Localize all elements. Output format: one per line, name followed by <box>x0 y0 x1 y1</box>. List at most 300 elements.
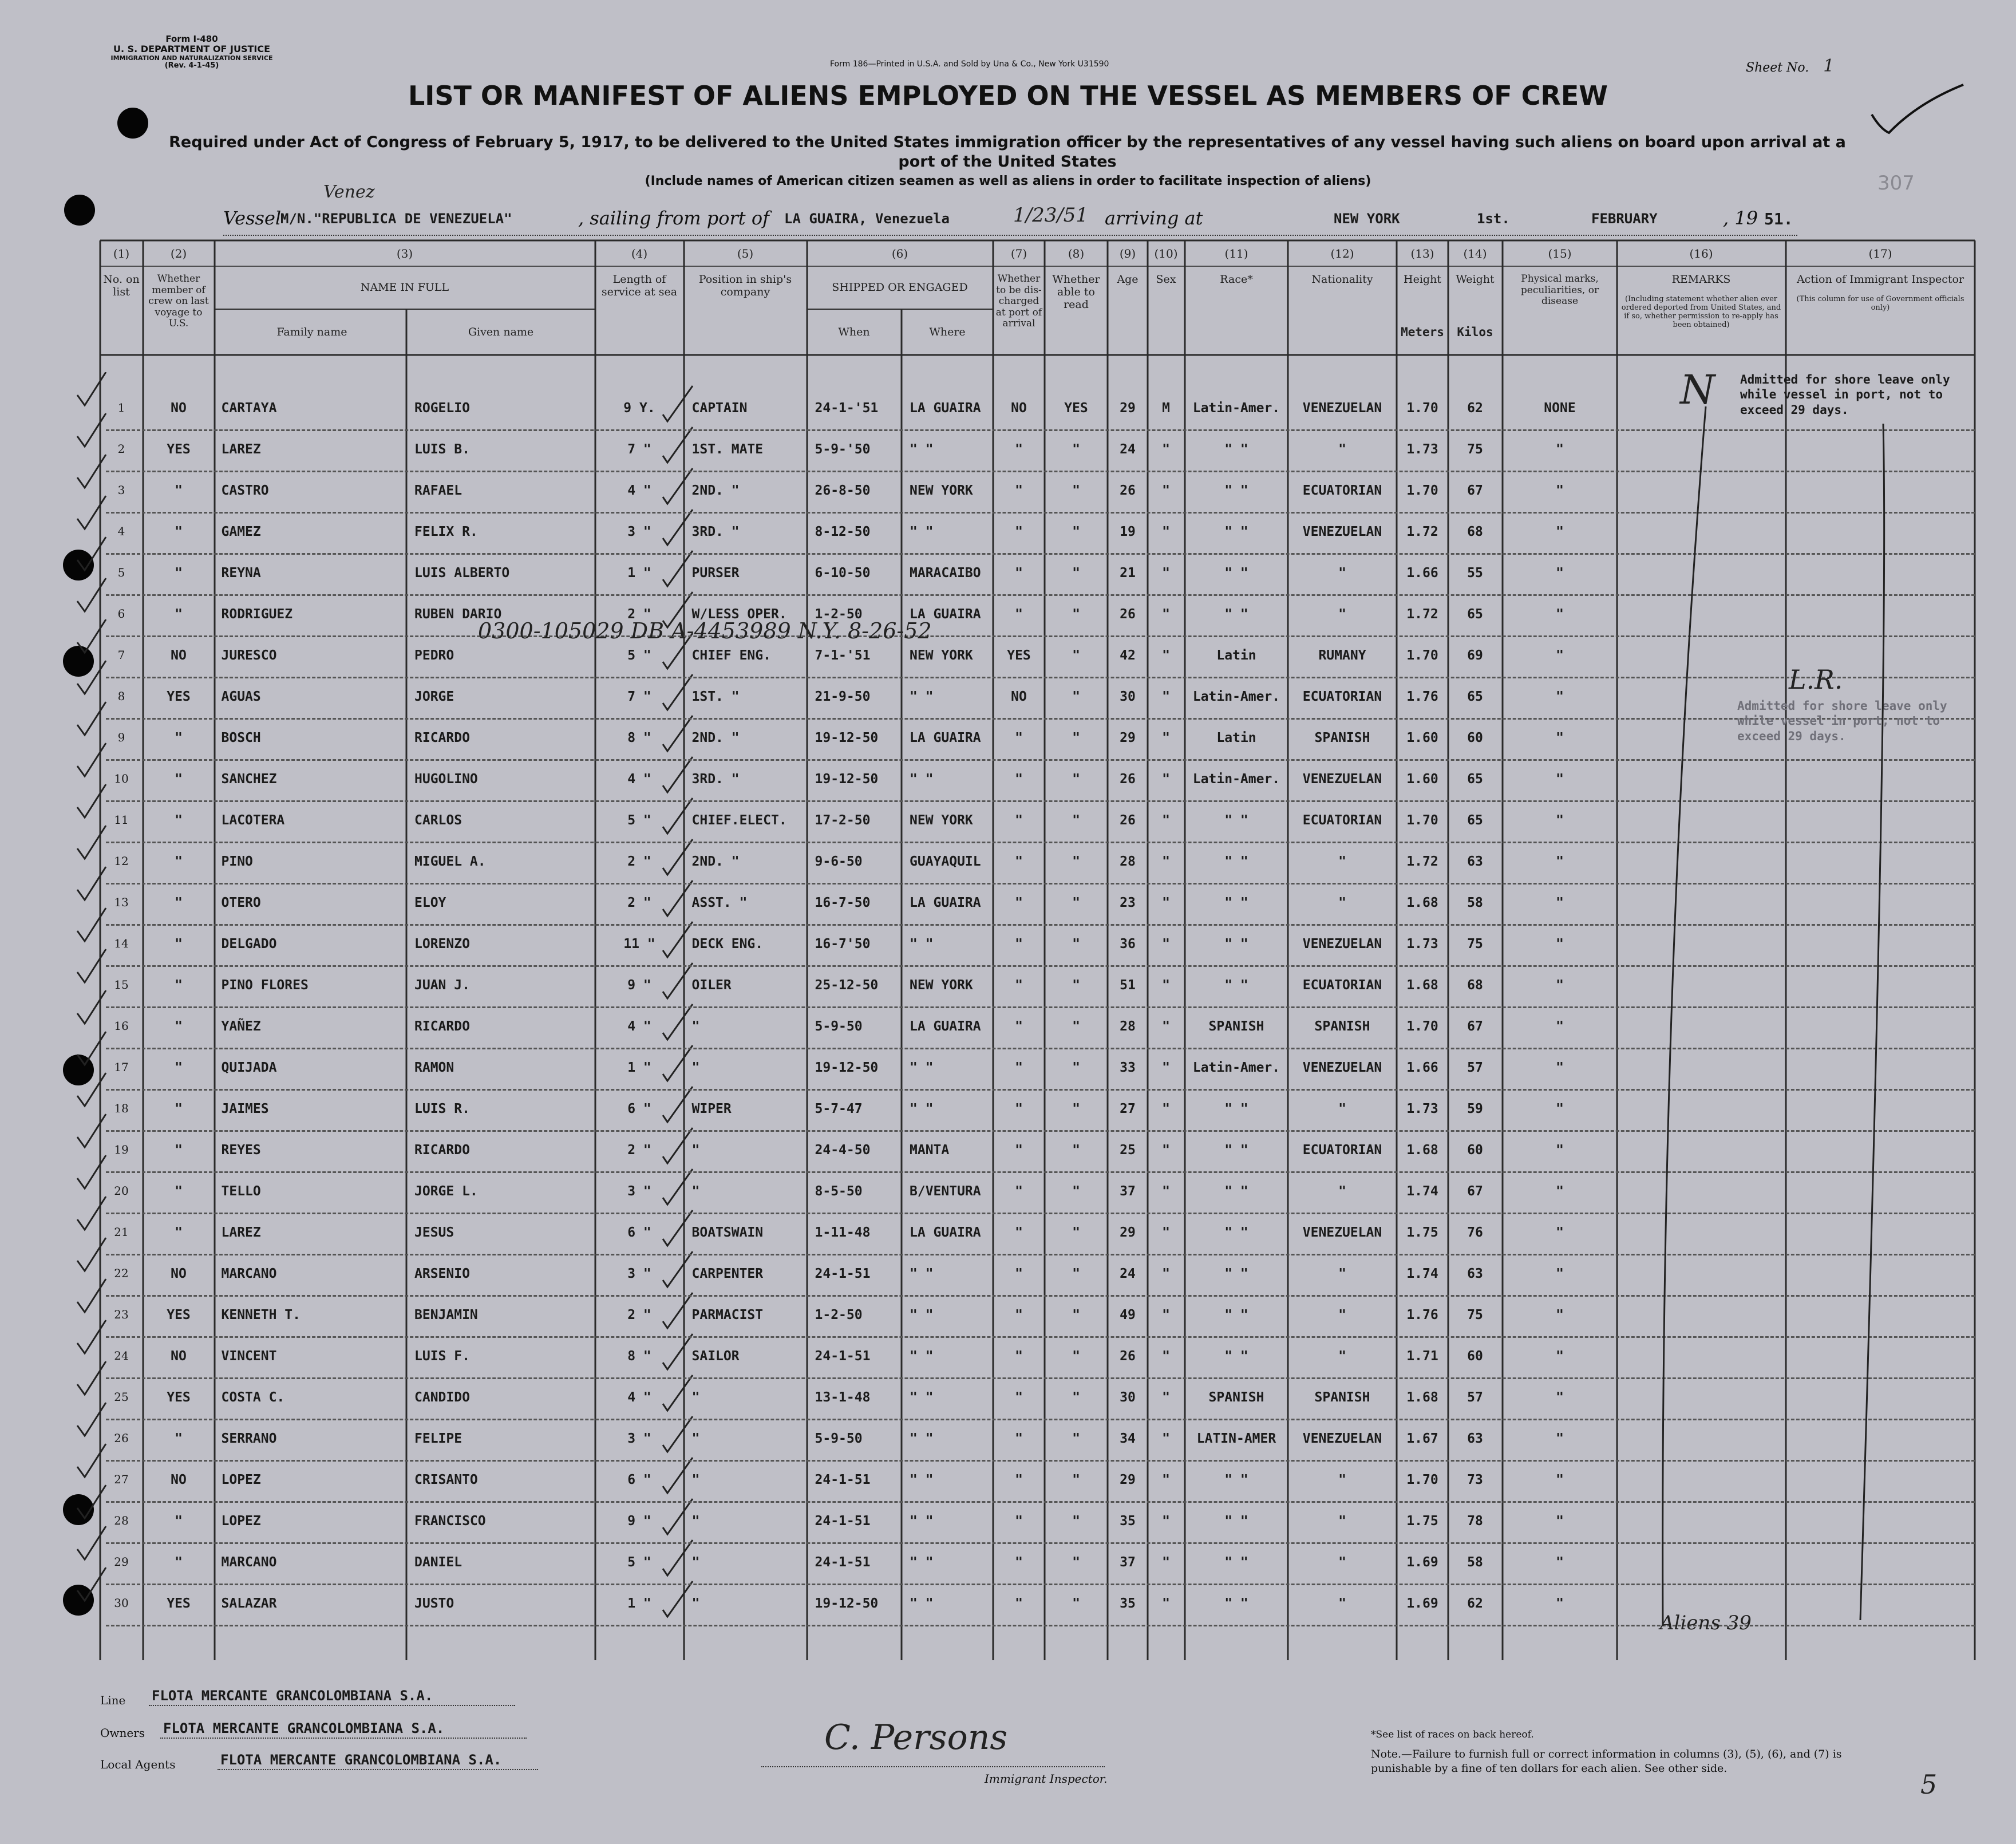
table-cell: " <box>1162 1184 1170 1199</box>
vessel-note: Venez <box>323 182 375 202</box>
column-header: REMARKS <box>1671 273 1731 286</box>
table-cell: BOSCH <box>221 731 261 745</box>
table-cell: " " <box>1224 813 1248 828</box>
table-cell: BENJAMIN <box>414 1308 478 1322</box>
remarks-initials-top: N <box>1680 366 1715 413</box>
table-cell: " <box>1162 731 1170 745</box>
table-cell: " <box>1015 566 1023 581</box>
table-cell: NO <box>171 1266 187 1281</box>
table-cell: 29 <box>1120 731 1136 745</box>
table-cell: 30 <box>1120 1390 1136 1405</box>
table-cell: " <box>1556 1431 1564 1446</box>
table-cell: " <box>1072 648 1080 663</box>
table-cell: 5-7-47 <box>815 1101 863 1116</box>
table-cell: 7 " <box>627 442 651 457</box>
table-cell: 14 <box>114 937 129 950</box>
table-cell: " <box>691 1184 700 1199</box>
to-port: NEW YORK <box>1334 211 1400 227</box>
table-cell: CASTRO <box>221 483 269 498</box>
table-cell: " <box>175 731 183 745</box>
remarks-bracket-lines <box>1649 401 1912 1649</box>
table-cell: " " <box>1224 1349 1248 1364</box>
table-cell: 21-9-50 <box>815 689 871 704</box>
table-cell: " <box>175 607 183 622</box>
table-cell: " <box>1162 1143 1170 1158</box>
table-cell: 51 <box>1120 978 1136 993</box>
check-mark-icon <box>77 1567 106 1601</box>
table-cell: " <box>1162 1431 1170 1446</box>
table-cell: 1.60 <box>1406 731 1438 745</box>
table-cell: SALAZAR <box>221 1596 277 1611</box>
table-cell: CHIEF.ELECT. <box>691 813 787 828</box>
table-cell: PURSER <box>691 566 740 581</box>
table-cell: " <box>1556 1349 1564 1364</box>
check-mark-icon <box>77 661 106 694</box>
table-cell: " <box>175 772 183 787</box>
table-cell: ARSENIO <box>414 1266 470 1281</box>
table-cell: 2ND. " <box>691 483 740 498</box>
table-cell: 1.68 <box>1406 895 1438 910</box>
table-cell: " <box>1162 607 1170 622</box>
row7-annotation: 0300-105029 DB A-4453989 N.Y. 8-26-52 <box>478 618 932 643</box>
table-cell: " <box>1556 978 1564 993</box>
table-cell: LA GUAIRA <box>910 607 981 622</box>
table-cell: " <box>1338 566 1346 581</box>
table-cell: GUAYAQUIL <box>910 854 981 869</box>
table-cell: " <box>175 813 183 828</box>
table-cell: 1.66 <box>1406 1060 1438 1075</box>
table-cell: 1-2-50 <box>815 607 863 622</box>
table-cell: VENEZUELAN <box>1302 937 1382 951</box>
table-cell: " " <box>1224 895 1248 910</box>
table-cell: CAPTAIN <box>691 401 748 416</box>
column-header: Whether to be dis-charged at port of arrival <box>995 273 1042 330</box>
table-cell: " <box>1556 483 1564 498</box>
column-number: (5) <box>737 247 754 260</box>
table-cell: " <box>1338 1555 1346 1570</box>
table-cell: 75 <box>1467 1308 1483 1322</box>
column-header: No. on list <box>103 273 140 298</box>
table-cell: " <box>1015 1390 1023 1405</box>
table-cell: " <box>1556 1472 1564 1487</box>
table-cell: NONE <box>1544 401 1576 416</box>
table-cell: " <box>1015 1060 1023 1075</box>
table-cell: 1.67 <box>1406 1431 1438 1446</box>
table-cell: DANIEL <box>414 1555 463 1570</box>
column-header: Position in ship's company <box>698 273 792 298</box>
table-cell: 27 <box>1120 1101 1136 1116</box>
table-cell: " " <box>1224 978 1248 993</box>
table-cell: VENEZUELAN <box>1302 1060 1382 1075</box>
table-cell: " <box>1015 937 1023 951</box>
table-cell: " <box>1015 1225 1023 1240</box>
table-cell: 17-2-50 <box>815 813 871 828</box>
table-cell: ECUATORIAN <box>1302 483 1382 498</box>
table-cell: CANDIDO <box>414 1390 470 1405</box>
table-cell: " <box>1015 772 1023 787</box>
table-cell: " <box>1072 1060 1080 1075</box>
table-cell: PEDRO <box>414 648 454 663</box>
table-cell: " <box>1556 1019 1564 1034</box>
table-cell: 1ST. " <box>691 689 740 704</box>
table-cell: 23 <box>1120 895 1136 910</box>
table-cell: " <box>1162 483 1170 498</box>
table-cell: RUBEN DARIO <box>414 607 502 622</box>
table-cell: " <box>1556 895 1564 910</box>
table-cell: " <box>1015 978 1023 993</box>
table-cell: 17 <box>114 1060 129 1074</box>
table-cell: 28 <box>114 1514 129 1527</box>
table-cell: MARACAIBO <box>910 566 981 581</box>
column-header-note: (Including statement whether alien ever ordered deported from United States, and if so, whether permission to re-apply has been obtained) <box>1621 295 1781 329</box>
arrival-month: FEBRUARY <box>1591 211 1658 227</box>
table-cell: 60 <box>1467 1349 1483 1364</box>
table-cell: 5-9-50 <box>815 1019 863 1034</box>
table-cell: " <box>1556 1101 1564 1116</box>
column-header-note: (This column for use of Government officials only) <box>1796 295 1964 312</box>
table-cell: 63 <box>1467 1266 1483 1281</box>
table-cell: Latin <box>1216 648 1256 663</box>
table-cell: 26 <box>1120 1349 1136 1364</box>
table-cell: " <box>1072 1349 1080 1364</box>
table-cell: " <box>1338 1596 1346 1611</box>
column-header: Height <box>1404 273 1441 286</box>
table-cell: 62 <box>1467 401 1483 416</box>
table-cell: " <box>1162 1019 1170 1034</box>
table-cell: REYES <box>221 1143 261 1158</box>
table-cell: " " <box>910 1266 934 1281</box>
table-cell: 1.74 <box>1406 1184 1438 1199</box>
table-cell: " <box>691 1019 700 1034</box>
table-cell: 26 <box>1120 813 1136 828</box>
table-cell: " <box>1556 1143 1564 1158</box>
table-cell: 67 <box>1467 1019 1483 1034</box>
check-mark-icon <box>77 455 106 488</box>
inspector-label: Immigrant Inspector. <box>985 1772 1108 1786</box>
table-cell: CRISANTO <box>414 1472 478 1487</box>
table-cell: ECUATORIAN <box>1302 978 1382 993</box>
table-cell: JUSTO <box>414 1596 454 1611</box>
footer-line-value: FLOTA MERCANTE GRANCOLOMBIANA S.A. <box>152 1688 433 1704</box>
table-cell: 1.75 <box>1406 1225 1438 1240</box>
table-cell: " <box>1162 1266 1170 1281</box>
table-cell: " " <box>1224 524 1248 539</box>
column-header: Whether member of crew on last voyage to U.S. <box>148 273 209 330</box>
column-header: Nationality <box>1311 273 1373 286</box>
table-cell: 1.71 <box>1406 1349 1438 1364</box>
table-cell: CARTAYA <box>221 401 277 416</box>
table-cell: " " <box>1224 1101 1248 1116</box>
sailing-label: , sailing from port of <box>578 207 769 229</box>
table-cell: 6 <box>117 607 125 621</box>
arrival-day: 1st. <box>1477 211 1510 227</box>
table-cell: " <box>1556 524 1564 539</box>
table-cell: Latin-Amer. <box>1192 401 1280 416</box>
table-cell: 9 <box>117 731 125 744</box>
table-cell: " " <box>1224 937 1248 951</box>
table-cell: " " <box>1224 442 1248 457</box>
column-number: (1) <box>113 247 130 260</box>
table-cell: 65 <box>1467 772 1483 787</box>
table-cell: " " <box>910 1472 934 1487</box>
table-cell: " <box>175 1514 183 1529</box>
table-cell: TELLO <box>221 1184 261 1199</box>
column-number: (14) <box>1463 247 1487 260</box>
manifest-subtitle: Required under Act of Congress of February 5, 1917, to be delivered to the United States immigration officer by the representatives of any vessel having such aliens on board upon arrival at a port of the United States <box>169 133 1846 171</box>
table-cell: " <box>691 1472 700 1487</box>
table-cell: 1.73 <box>1406 442 1438 457</box>
table-cell: " <box>1015 1184 1023 1199</box>
table-cell: " <box>1015 1308 1023 1322</box>
table-cell: 55 <box>1467 566 1483 581</box>
table-cell: " <box>1162 1101 1170 1116</box>
table-cell: " <box>1015 1019 1023 1034</box>
table-cell: " <box>1072 731 1080 745</box>
table-cell: 1.72 <box>1406 854 1438 869</box>
check-mark-icon <box>77 372 106 405</box>
table-cell: 1.69 <box>1406 1596 1438 1611</box>
table-cell: 5 " <box>627 813 651 828</box>
table-cell: ECUATORIAN <box>1302 813 1382 828</box>
table-cell: " <box>175 1555 183 1570</box>
table-cell: 4 " <box>627 1390 651 1405</box>
table-cell: " <box>1338 1349 1346 1364</box>
table-cell: LUIS B. <box>414 442 470 457</box>
table-cell: 57 <box>1467 1060 1483 1075</box>
table-cell: Latin-Amer. <box>1192 689 1280 704</box>
table-cell: " <box>1556 854 1564 869</box>
table-cell: " <box>1162 442 1170 457</box>
table-cell: JORGE <box>414 689 454 704</box>
table-cell: 1.68 <box>1406 1143 1438 1158</box>
table-cell: 26 <box>1120 772 1136 787</box>
table-cell: 1.70 <box>1406 483 1438 498</box>
table-cell: " <box>1015 1596 1023 1611</box>
table-cell: 1.70 <box>1406 1472 1438 1487</box>
table-cell: RUMANY <box>1318 648 1366 663</box>
table-cell: " <box>1072 1472 1080 1487</box>
table-cell: 8-5-50 <box>815 1184 863 1199</box>
inspector-rule <box>761 1766 1105 1767</box>
table-cell: " <box>1556 1555 1564 1570</box>
table-cell: " <box>1015 1472 1023 1487</box>
table-cell: " <box>1338 1472 1346 1487</box>
table-cell: 4 " <box>627 1019 651 1034</box>
table-cell: 24-1-51 <box>815 1349 871 1364</box>
table-cell: LA GUAIRA <box>910 401 981 416</box>
table-cell: " " <box>910 772 934 787</box>
table-cell: 1.70 <box>1406 813 1438 828</box>
table-cell: YES <box>1007 648 1031 663</box>
check-mark-icon <box>77 826 106 859</box>
table-cell: " " <box>1224 854 1248 869</box>
table-cell: 1.72 <box>1406 607 1438 622</box>
table-cell: 29 <box>1120 401 1136 416</box>
table-cell: " <box>1072 1266 1080 1281</box>
table-cell: JAIMES <box>221 1101 269 1116</box>
column-header: NAME IN FULL <box>360 281 449 294</box>
table-cell: " <box>175 1143 183 1158</box>
table-cell: 1 <box>117 401 125 414</box>
table-cell: DELGADO <box>221 937 277 951</box>
table-cell: 1.70 <box>1406 648 1438 663</box>
table-cell: LAREZ <box>221 442 261 457</box>
footer-agents-value: FLOTA MERCANTE GRANCOLOMBIANA S.A. <box>220 1752 502 1768</box>
table-cell: 1.73 <box>1406 937 1438 951</box>
table-cell: 63 <box>1467 1431 1483 1446</box>
table-cell: 2 " <box>627 854 651 869</box>
table-cell: " <box>1072 566 1080 581</box>
column-number: (12) <box>1330 247 1354 260</box>
table-cell: DECK ENG. <box>691 937 764 951</box>
table-cell: " <box>1015 1101 1023 1116</box>
table-cell: 26 <box>1120 607 1136 622</box>
table-cell: " <box>1338 1266 1346 1281</box>
table-cell: 6 " <box>627 1225 651 1240</box>
table-cell: 1-11-48 <box>815 1225 871 1240</box>
table-cell: " <box>1072 1390 1080 1405</box>
table-cell: 19-12-50 <box>815 1060 879 1075</box>
table-cell: " <box>691 1596 700 1611</box>
table-cell: " <box>1338 607 1346 622</box>
table-cell: " <box>1015 1349 1023 1364</box>
check-mark-icon <box>77 1279 106 1312</box>
table-cell: " <box>1556 442 1564 457</box>
table-cell: 20 <box>114 1184 129 1198</box>
table-cell: " <box>1015 442 1023 457</box>
revision: (Rev. 4-1-45) <box>164 61 219 70</box>
column-subheader: When <box>838 326 870 338</box>
table-cell: VINCENT <box>221 1349 277 1364</box>
table-cell: " <box>1072 1555 1080 1570</box>
table-cell: 75 <box>1467 937 1483 951</box>
table-cell: LOPEZ <box>221 1514 261 1529</box>
column-header: SHIPPED OR ENGAGED <box>832 281 968 294</box>
column-number: (7) <box>1010 247 1027 260</box>
table-cell: 1.75 <box>1406 1514 1438 1529</box>
stamp-number: 307 <box>1877 172 1915 195</box>
check-mark-icon <box>77 1526 106 1559</box>
table-cell: 65 <box>1467 607 1483 622</box>
table-cell: 9 " <box>627 1514 651 1529</box>
table-cell: " <box>1015 731 1023 745</box>
table-cell: 75 <box>1467 442 1483 457</box>
table-cell: 1.70 <box>1406 1019 1438 1034</box>
table-cell: 37 <box>1120 1555 1136 1570</box>
check-mark-icon <box>77 990 106 1024</box>
table-cell: " " <box>910 524 934 539</box>
table-cell: " <box>1072 813 1080 828</box>
footer-line-rule <box>149 1705 515 1706</box>
table-cell: " " <box>910 1308 934 1322</box>
footer-owners-rule <box>160 1738 527 1739</box>
table-cell: " <box>1556 1514 1564 1529</box>
table-cell: 1 " <box>627 1060 651 1075</box>
table-cell: PINO <box>221 854 253 869</box>
table-cell: 5-9-'50 <box>815 442 871 457</box>
table-cell: RICARDO <box>414 1143 470 1158</box>
table-cell: 7 <box>117 648 125 662</box>
table-cell: 59 <box>1467 1101 1483 1116</box>
check-mark-icon <box>77 743 106 776</box>
table-cell: 24-1-51 <box>815 1555 871 1570</box>
table-cell: YES <box>1064 401 1088 416</box>
table-cell: 68 <box>1467 524 1483 539</box>
table-cell: SPANISH <box>1208 1019 1264 1034</box>
table-cell: 69 <box>1467 648 1483 663</box>
table-cell: 19 <box>1120 524 1136 539</box>
table-cell: " <box>1015 854 1023 869</box>
column-number: (8) <box>1068 247 1085 260</box>
check-mark-icon <box>77 1073 106 1106</box>
table-cell: 2 " <box>627 1143 651 1158</box>
table-cell: 9 Y. <box>623 401 655 416</box>
table-cell: 1.76 <box>1406 1308 1438 1322</box>
table-cell: 23 <box>114 1308 129 1321</box>
aliens-count-note: Aliens 39 <box>1660 1612 1752 1634</box>
column-header: Age <box>1117 273 1139 286</box>
table-cell: " <box>1556 1308 1564 1322</box>
check-mark-icon <box>77 1197 106 1230</box>
table-cell: 11 <box>114 813 129 827</box>
column-number: (15) <box>1548 247 1572 260</box>
table-cell: " <box>1072 1225 1080 1240</box>
table-cell: " <box>1162 813 1170 828</box>
check-mark-icon <box>77 537 106 570</box>
table-cell: " <box>1162 978 1170 993</box>
table-cell: 3 <box>117 483 125 497</box>
table-cell: 4 " <box>627 483 651 498</box>
table-cell: 16-7-50 <box>815 895 871 910</box>
table-cell: 1.76 <box>1406 689 1438 704</box>
table-cell: LA GUAIRA <box>910 895 981 910</box>
table-cell: M <box>1162 401 1170 416</box>
table-cell: " <box>1556 607 1564 622</box>
table-cell: " <box>1015 895 1023 910</box>
table-cell: " <box>1556 813 1564 828</box>
column-subheader: Family name <box>276 326 347 338</box>
table-cell: " " <box>1224 1308 1248 1322</box>
check-mark-icon <box>77 1485 106 1518</box>
table-cell: " <box>1162 1349 1170 1364</box>
table-cell: NEW YORK <box>910 648 973 663</box>
table-cell: LUIS R. <box>414 1101 470 1116</box>
table-cell: " <box>1162 648 1170 663</box>
table-cell: NEW YORK <box>910 483 973 498</box>
table-cell: 13-1-48 <box>815 1390 871 1405</box>
table-cell: CARPENTER <box>691 1266 764 1281</box>
table-cell: " <box>1556 1390 1564 1405</box>
table-cell: 21 <box>1120 566 1136 581</box>
table-cell: " <box>1556 566 1564 581</box>
column-number: (11) <box>1224 247 1248 260</box>
table-cell: YES <box>167 1308 191 1322</box>
table-cell: VENEZUELAN <box>1302 1225 1382 1240</box>
check-mark-icon <box>77 413 106 447</box>
table-cell: SERRANO <box>221 1431 277 1446</box>
table-cell: OTERO <box>221 895 261 910</box>
table-cell: JESUS <box>414 1225 454 1240</box>
table-cell: " <box>1556 937 1564 951</box>
table-cell: YES <box>167 442 191 457</box>
table-cell: " <box>1556 648 1564 663</box>
table-cell: 29 <box>1120 1225 1136 1240</box>
table-cell: 37 <box>1120 1184 1136 1199</box>
check-mark-icon <box>77 867 106 900</box>
table-cell: 76 <box>1467 1225 1483 1240</box>
table-cell: 28 <box>1120 854 1136 869</box>
check-mark-icon <box>77 496 106 529</box>
